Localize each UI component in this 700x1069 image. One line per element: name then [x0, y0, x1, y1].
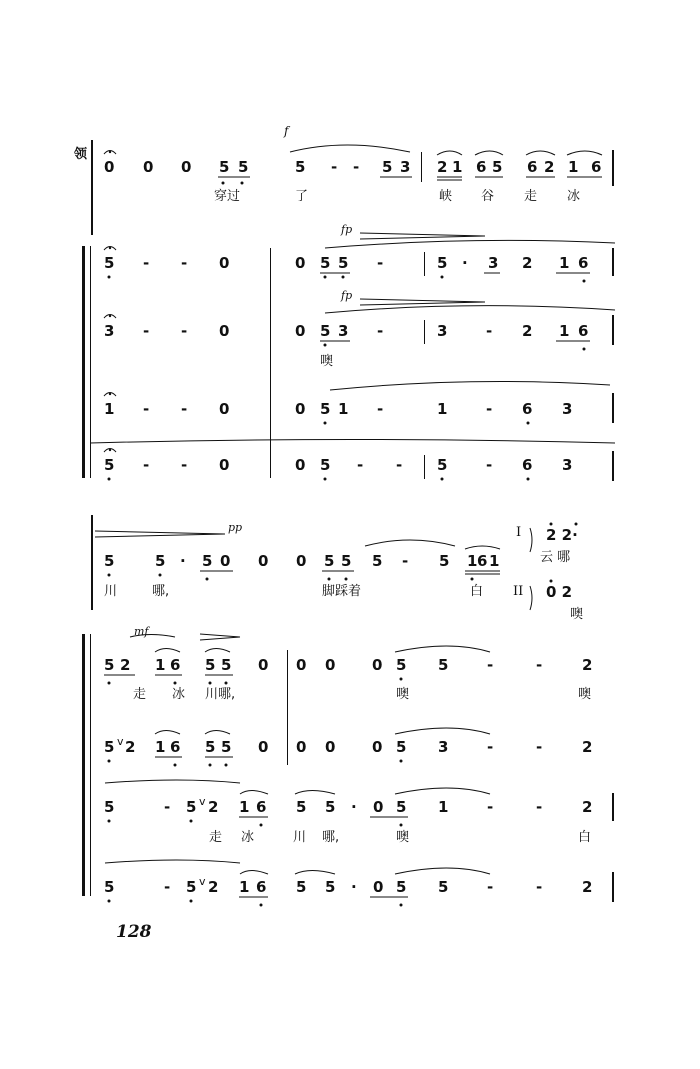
- note: 5: [104, 738, 115, 756]
- note: v: [199, 795, 206, 808]
- lyric: 噢: [396, 830, 410, 845]
- note: -: [143, 456, 150, 474]
- note: -: [486, 456, 493, 474]
- note: 1: [559, 254, 570, 272]
- note: 5: [372, 552, 383, 570]
- note: 1: [155, 656, 166, 674]
- note: 0: [295, 322, 306, 340]
- note: -: [377, 400, 384, 418]
- lyric: 走: [209, 830, 223, 845]
- note: 0: [373, 798, 384, 816]
- note: 3: [562, 456, 573, 474]
- note: 0: [143, 158, 154, 176]
- note: 5: [320, 456, 331, 474]
- note: 1: [155, 738, 166, 756]
- note: 0: [372, 656, 383, 674]
- note: 1: [559, 322, 570, 340]
- note: 0: [325, 738, 336, 756]
- divisi-lower-notes: 0 2: [546, 583, 573, 601]
- note: 6: [256, 878, 267, 896]
- dynamic-mark: mf: [134, 625, 149, 638]
- note: 0: [296, 552, 307, 570]
- note: 5: [492, 158, 503, 176]
- note: ·: [351, 798, 357, 816]
- note: 5: [396, 656, 407, 674]
- note: 5: [104, 878, 115, 896]
- note: 5: [320, 400, 331, 418]
- note: 6: [522, 400, 533, 418]
- note: 1: [437, 400, 448, 418]
- dynamic-mark: fp: [341, 289, 353, 302]
- note: 5: [438, 656, 449, 674]
- note: 1: [104, 400, 115, 418]
- note: 1: [239, 878, 250, 896]
- lyric: 走: [524, 189, 538, 204]
- note: 5: [338, 254, 349, 272]
- lyric: 噢: [396, 687, 410, 702]
- note: 1: [489, 552, 500, 570]
- note: 1: [452, 158, 463, 176]
- note: 0: [258, 738, 269, 756]
- note: 6: [578, 322, 589, 340]
- note: 3: [104, 322, 115, 340]
- note: -: [357, 456, 364, 474]
- note: 5: [325, 878, 336, 896]
- note: -: [487, 656, 494, 674]
- dynamic-mark: pp: [228, 521, 243, 534]
- note: 5: [221, 656, 232, 674]
- divisi-upper-lyric: 云 哪: [540, 550, 571, 565]
- note: -: [181, 400, 188, 418]
- lyric: 川哪,: [205, 687, 236, 702]
- note: 2: [582, 738, 593, 756]
- note: -: [536, 798, 543, 816]
- note: 0: [372, 738, 383, 756]
- note: 6: [170, 738, 181, 756]
- note: -: [487, 878, 494, 896]
- note: 5: [320, 322, 331, 340]
- note: v: [117, 735, 124, 748]
- note: 5: [104, 456, 115, 474]
- note: 6: [591, 158, 602, 176]
- solo-part-label: 领: [74, 147, 88, 162]
- note: 5: [320, 254, 331, 272]
- note: 6: [522, 456, 533, 474]
- note: 5: [439, 552, 450, 570]
- note: 5: [219, 158, 230, 176]
- note: 3: [400, 158, 411, 176]
- note: -: [536, 878, 543, 896]
- note: ·: [180, 552, 186, 570]
- note: 1: [467, 552, 478, 570]
- note: 6: [170, 656, 181, 674]
- note: 0: [181, 158, 192, 176]
- note: 3: [488, 254, 499, 272]
- note: 0: [219, 456, 230, 474]
- note: v: [199, 875, 206, 888]
- note: -: [487, 798, 494, 816]
- note: ·: [462, 254, 468, 272]
- note: 3: [438, 738, 449, 756]
- lyric: 穿过: [214, 189, 241, 204]
- note: 2: [437, 158, 448, 176]
- note: 5: [186, 878, 197, 896]
- note: 6: [476, 158, 487, 176]
- note: -: [143, 254, 150, 272]
- note: 5: [325, 798, 336, 816]
- note: 5: [296, 878, 307, 896]
- note: 0: [220, 552, 231, 570]
- lyric: 川: [104, 584, 118, 599]
- note: 5: [155, 552, 166, 570]
- lyric: 哪,: [152, 584, 170, 599]
- note: 0: [219, 254, 230, 272]
- note: 5: [382, 158, 393, 176]
- note: 6: [256, 798, 267, 816]
- note: 0: [104, 158, 115, 176]
- lyric: 冰: [172, 687, 186, 702]
- note: 0: [296, 656, 307, 674]
- note: 3: [437, 322, 448, 340]
- note: 5: [396, 878, 407, 896]
- note: -: [536, 656, 543, 674]
- note: 0: [295, 254, 306, 272]
- lyric: 噢: [320, 354, 334, 369]
- note: 5: [438, 878, 449, 896]
- note: 2: [522, 322, 533, 340]
- note: 5: [104, 552, 115, 570]
- note: -: [331, 158, 338, 176]
- note: 0: [295, 400, 306, 418]
- lyric: 了: [295, 189, 309, 204]
- note: -: [536, 738, 543, 756]
- note: 5: [202, 552, 213, 570]
- lyric: 峡: [439, 189, 453, 204]
- divisi-lower-lyric: 噢: [570, 607, 584, 622]
- note: -: [377, 254, 384, 272]
- note: 3: [338, 322, 349, 340]
- note: 0: [325, 656, 336, 674]
- lyric: 走: [133, 687, 147, 702]
- lyric: 冰: [567, 189, 581, 204]
- note: -: [487, 738, 494, 756]
- note: 5: [186, 798, 197, 816]
- note: -: [143, 322, 150, 340]
- note: 2: [582, 878, 593, 896]
- note: -: [486, 400, 493, 418]
- lyric: 脚踩着: [322, 584, 362, 599]
- lyric: 哪,: [322, 830, 340, 845]
- note: 5: [205, 656, 216, 674]
- note: 6: [578, 254, 589, 272]
- note: 5: [104, 254, 115, 272]
- note: 3: [562, 400, 573, 418]
- dynamic-mark: fp: [341, 223, 353, 236]
- lyric: 冰: [241, 830, 255, 845]
- note: 6: [527, 158, 538, 176]
- dynamic-mark: f: [284, 124, 289, 138]
- note: -: [396, 456, 403, 474]
- note: 6: [477, 552, 488, 570]
- lyric: 白: [470, 584, 484, 599]
- divisi-upper-notes: 2 2·: [546, 526, 578, 544]
- note: 5: [238, 158, 249, 176]
- lyric: 川: [293, 830, 307, 845]
- note: -: [353, 158, 360, 176]
- note: 5: [437, 456, 448, 474]
- lyric: 谷: [481, 189, 495, 204]
- note: -: [181, 456, 188, 474]
- note: 2: [208, 798, 219, 816]
- note: 5: [437, 254, 448, 272]
- voice-mark: I: [516, 525, 522, 540]
- note: 2: [544, 158, 555, 176]
- note: 5: [296, 798, 307, 816]
- note: 0: [219, 400, 230, 418]
- note: -: [486, 322, 493, 340]
- note: 2: [125, 738, 136, 756]
- lyric: 白: [578, 830, 592, 845]
- note: 2: [522, 254, 533, 272]
- note: 1: [568, 158, 579, 176]
- note: 0: [258, 552, 269, 570]
- note: 0: [296, 738, 307, 756]
- note: 5: [295, 158, 306, 176]
- note: 1: [338, 400, 349, 418]
- note: 5: [104, 798, 115, 816]
- note: -: [181, 322, 188, 340]
- note: -: [164, 798, 171, 816]
- note: 0: [295, 456, 306, 474]
- note: 1: [239, 798, 250, 816]
- note: 5: [324, 552, 335, 570]
- note: 2: [208, 878, 219, 896]
- page-number: 128: [116, 922, 152, 942]
- note: -: [164, 878, 171, 896]
- note: 2: [582, 656, 593, 674]
- lyric: 噢: [578, 687, 592, 702]
- note: 1: [438, 798, 449, 816]
- note: 2: [582, 798, 593, 816]
- note: -: [402, 552, 409, 570]
- note: 0: [219, 322, 230, 340]
- note: -: [181, 254, 188, 272]
- note: 2: [120, 656, 131, 674]
- note: 5: [205, 738, 216, 756]
- note: 0: [258, 656, 269, 674]
- note: 5: [396, 798, 407, 816]
- voice-mark: II: [513, 584, 524, 599]
- note: 5: [341, 552, 352, 570]
- note: ·: [351, 878, 357, 896]
- note: 0: [373, 878, 384, 896]
- note: -: [143, 400, 150, 418]
- note: 5: [396, 738, 407, 756]
- note: 5: [104, 656, 115, 674]
- note: 5: [221, 738, 232, 756]
- note: -: [377, 322, 384, 340]
